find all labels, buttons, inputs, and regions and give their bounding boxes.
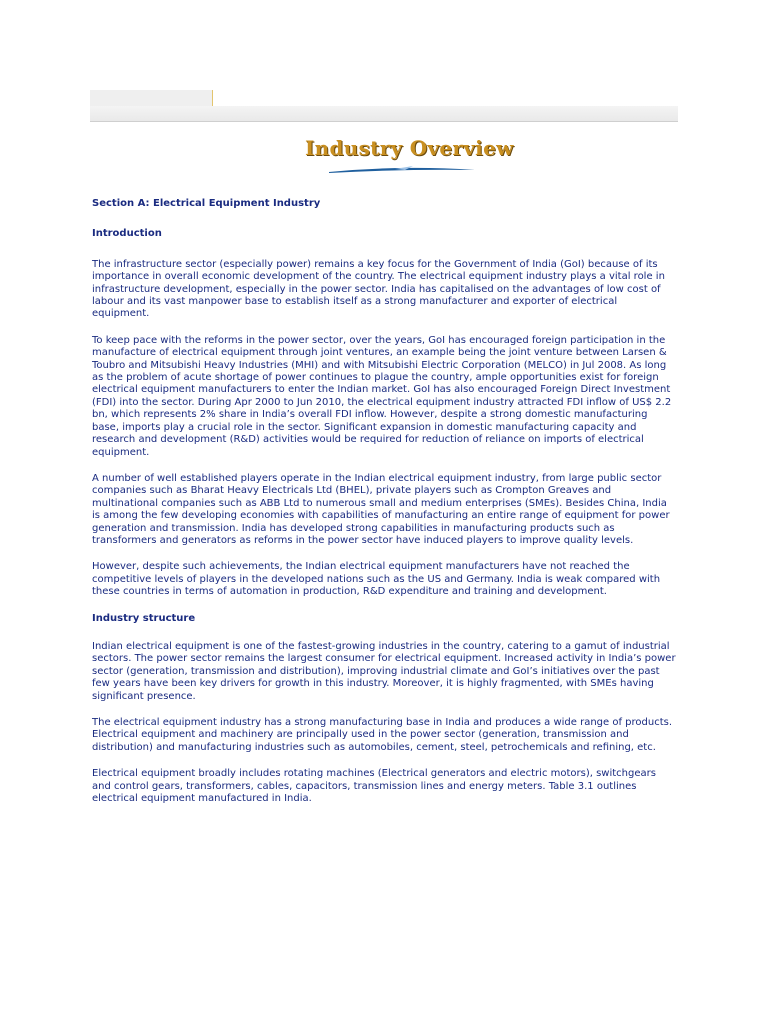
header-band bbox=[90, 106, 678, 122]
swoosh-underline-icon bbox=[327, 164, 477, 176]
banner-title: Industry Overview bbox=[305, 136, 514, 160]
article-body bbox=[92, 198, 676, 805]
paragraph: Indian electrical equipment is one of the fastest-growing industries in the country, catering to a gamut of industrial sectors. The power sector remains the largest consumer for electrical equipment. Increased activity in India’s power sector (generation, transmission and distribution), improving industrial climate and GoI’s initiatives over the past few years have been key drivers for growth in this industry. Moreover, it is highly fragmented, with SMEs having significant presence. bbox=[92, 640, 676, 702]
paragraph: Electrical equipment broadly includes rotating machines (Electrical generators and electric motors), switchgears and control gears, transformers, cables, capacitors, transmission lines and energy meters. Table 3.1 outlines electrical equipment manufactured in India. bbox=[92, 768, 656, 805]
section-title: Section A: Electrical Equipment Industry bbox=[92, 198, 321, 209]
paragraph: The infrastructure sector (especially power) remains a key focus for the Government of India (GoI) because of its importance in overall economic development of the country. The electrical equipment industry plays a vital role in infrastructure development, especially in the power sector. India has capitalised on the advantages of low cost of labour and its vast manpower base to establish itself as a strong manufacturer and exporter of electrical equipment. bbox=[92, 258, 665, 320]
paragraph: A number of well established players operate in the Indian electrical equipment industry, from large public sector companies such as Bharat Heavy Electricals Ltd (BHEL), private players such as Crompton Greaves and multinational companies such as ABB Ltd to numerous small and medium enterprises (SMEs). Besides China, India is among the few developing economies with capabilities of manufacturing an entire range of equipment for power generation and transmission. India has developed strong capabilities in manufacturing products such as transformers and generators as reforms in the power sector have induced players to improve quality levels. bbox=[92, 472, 670, 546]
paragraph: To keep pace with the reforms in the power sector, over the years, GoI has encouraged foreign participation in the manufacture of electrical equipment through joint ventures, an example being the joint venture between Larsen & Toubro and Mitsubishi Heavy Industries (MHI) and with Mitsubishi Electric Corporation (MELCO) in Jul 2008. As long as the problem of acute shortage of power continues to plague the country, ample opportunities exist for foreign electrical equipment manufacturers to enter the Indian market. GoI has also encouraged Foreign Direct Investment (FDI) into the sector. During Apr 2000 to Jun 2010, the electrical equipment industry attracted FDI inflow of US$ 2.2 bn, which represents 2% share in India’s overall FDI inflow. However, despite a strong domestic manufacturing base, imports play a crucial role in the sector. Significant expansion in domestic manufacturing capacity and research and development (R&D) activities would be required for reduction of reliance on imports of electrical equipment. bbox=[92, 334, 672, 458]
header-tab bbox=[90, 90, 213, 107]
industry-overview-banner bbox=[305, 136, 514, 178]
industry-structure-heading: Industry structure bbox=[92, 612, 196, 624]
paragraph: However, despite such achievements, the Indian electrical equipment manufacturers have not reached the competitive levels of players in the developed nations such as the US and Germany. India is weak compared with these countries in terms of automation in production, R&D expenditure and training and development. bbox=[92, 561, 661, 598]
paragraph: The electrical equipment industry has a strong manufacturing base in India and produces a wide range of products. Electrical equipment and machinery are principally used in the power sector (generation, transmission and distribution) and manufacturing industries such as automobiles, cement, steel, petrochemicals and refining, etc. bbox=[92, 717, 673, 753]
introduction-heading: Introduction bbox=[92, 228, 162, 240]
